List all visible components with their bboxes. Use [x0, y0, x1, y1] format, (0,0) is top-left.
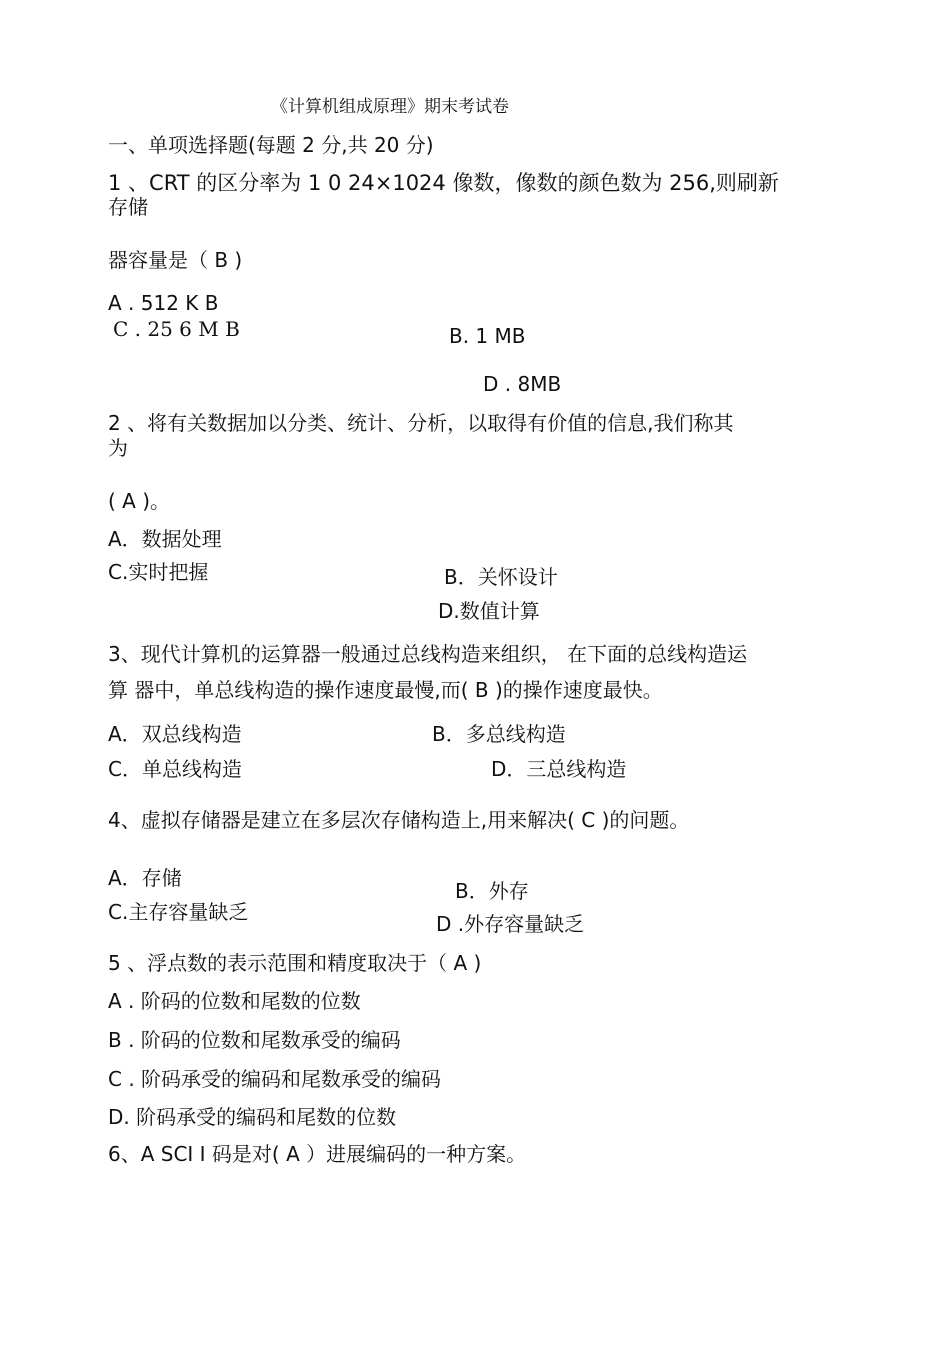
q5-stem-line1: 5 、浮点数的表示范围和精度取决于（ A )	[108, 951, 482, 975]
q2-option-a: A．数据处理	[108, 527, 222, 551]
q5-option-b: B . 阶码的位数和尾数承受的编码	[108, 1028, 401, 1052]
q3-stem-line2: 算 器中，单总线构造的操作速度最慢,而( B )的操作速度最快。	[108, 678, 663, 702]
q3-option-a: A．双总线构造	[108, 722, 242, 746]
q2-option-c: C.实时把握	[108, 560, 209, 584]
q2-option-b: B．关怀设计	[444, 565, 558, 589]
q1-stem-line2: 存储	[108, 195, 148, 219]
q3-option-b: B．多总线构造	[432, 722, 566, 746]
q3-stem-line1: 3、现代计算机的运算器一般通过总线构造来组织， 在下面的总线构造运	[108, 642, 748, 666]
q4-stem-line1: 4、虚拟存储器是建立在多层次存储构造上,用来解决( C )的问题。	[108, 808, 690, 832]
q5-option-c: C . 阶码承受的编码和尾数承受的编码	[108, 1067, 442, 1091]
q1-stem-line3: 器容量是（ B )	[108, 248, 243, 272]
q5-option-a: A . 阶码的位数和尾数的位数	[108, 989, 361, 1013]
q6-stem-line1: 6、A SCI I 码是对( A ）进展编码的一种方案。	[108, 1142, 527, 1166]
q1-option-b: B. 1 MB	[449, 324, 526, 348]
q1-stem-line1: 1 、CRT 的区分率为 1 0 24×1024 像数，像数的颜色数为 256,则刷新	[108, 171, 779, 195]
q3-option-c: C．单总线构造	[108, 757, 242, 781]
q4-option-c: C.主存容量缺乏	[108, 900, 249, 924]
q3-option-d: D．三总线构造	[491, 757, 627, 781]
q4-option-d: D .外存容量缺乏	[436, 912, 585, 936]
q5-option-d: D. 阶码承受的编码和尾数的位数	[108, 1105, 397, 1129]
section-heading: 一、单项选择题(每题 2 分,共 20 分)	[108, 133, 434, 157]
q2-stem-line2: 为	[108, 436, 128, 460]
q4-option-a: A．存储	[108, 866, 182, 890]
exam-title: 《计算机组成原理》期末考试卷	[271, 97, 509, 117]
q1-option-d: D . 8MB	[483, 372, 562, 396]
q4-option-b: B．外存	[455, 879, 529, 903]
q1-option-c: C . 25 6 M B	[113, 317, 240, 341]
q2-stem-line3: ( A )。	[108, 489, 171, 513]
q1-option-a: A . 512 K B	[108, 291, 219, 315]
q2-option-d: D.数值计算	[438, 599, 540, 623]
q2-stem-line1: 2 、将有关数据加以分类、统计、分析，以取得有价值的信息,我们称其	[108, 411, 734, 435]
